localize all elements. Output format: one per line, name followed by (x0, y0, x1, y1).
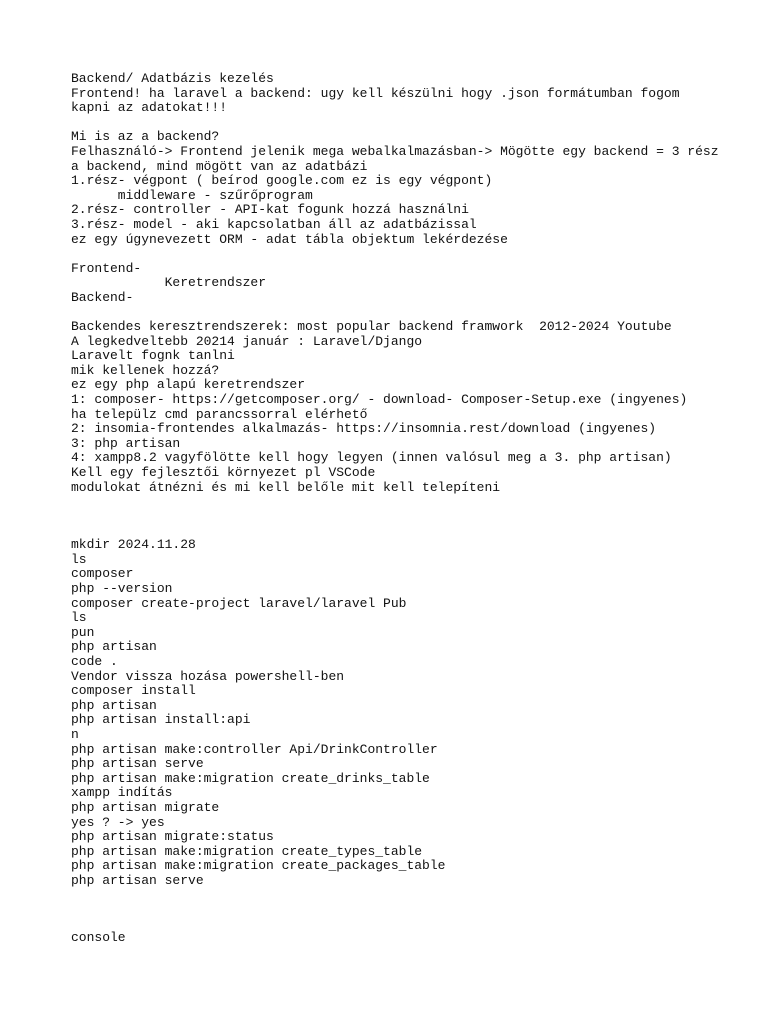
text-line: Backend- (71, 289, 134, 305)
command-line: php artisan make:migration create_types_table (71, 843, 423, 859)
text-line: 1: composer- https://getcomposer.org/ - download- Composer-Setup.exe (ingyenes) (71, 392, 688, 408)
text-line: kapni az adatokat!!! (71, 100, 228, 116)
text-line: 4: xampp8.2 vagyfölötte kell hogy legyen (innen valósul meg a 3. php artisan) (71, 450, 672, 466)
command-line: ls (71, 551, 87, 567)
command-line: php artisan make:controller Api/DrinkController (71, 741, 438, 757)
command-line: php artisan (71, 697, 157, 713)
document-page (71, 72, 731, 946)
command-line: mkdir 2024.11.28 (71, 537, 196, 553)
command-line: php artisan install:api (71, 712, 251, 728)
command-line: ls (71, 610, 87, 626)
spacer (71, 116, 731, 131)
text-line: 3: php artisan (71, 435, 181, 451)
command-line: php artisan make:migration create_drinks_table (71, 770, 430, 786)
command-line: yes ? -> yes (71, 814, 165, 830)
text-line: mik kellenek hozzá? (71, 362, 220, 378)
text-line: a backend, mind mögött van az adatbázi (71, 158, 368, 174)
text-line: 1.rész- végpont ( beírod google.com ez is egy végpont) (71, 173, 493, 189)
text-line: 3.rész- model - aki kapcsolatban áll az adatbázissal (71, 216, 477, 232)
command-line: composer (71, 566, 134, 582)
text-line: ha települz cmd parancssorral elérhető (71, 406, 368, 422)
text-line: 2: insomia-frontendes alkalmazás- https://insomnia.rest/download (ingyenes) (71, 421, 657, 437)
spacer (71, 306, 731, 321)
text-line: Kell egy fejlesztői környezet pl VSCode (71, 465, 376, 481)
text-line: Keretrendszer (71, 275, 267, 291)
spacer (71, 888, 731, 931)
command-line: php artisan serve (71, 756, 204, 772)
text-line: A legkedveltebb 20214 január : Laravel/Django (71, 333, 423, 349)
framework-section (71, 262, 731, 306)
laravel-section (71, 320, 731, 495)
text-line: Felhasználó-> Frontend jelenik mega webalkalmazásban-> Mögötte egy backend = 3 rész (71, 143, 719, 159)
command-line: pun (71, 624, 95, 640)
text-line: Laravelt fognk tanlni (71, 348, 235, 364)
command-line: php artisan (71, 639, 157, 655)
text-line: ez egy úgynevezett ORM - adat tábla objektum lekérdezése (71, 231, 508, 247)
command-line: n (71, 726, 79, 742)
command-line: Vendor vissza hozása powershell-ben (71, 668, 345, 684)
text-line: Frontend! ha laravel a backend: ugy kell készülni hogy .json formátumban fogom (71, 85, 680, 101)
command-line: php artisan make:migration create_packages_table (71, 858, 446, 874)
command-line: php artisan migrate:status (71, 829, 274, 845)
backend-section (71, 130, 731, 247)
spacer (71, 247, 731, 262)
text-line: Frontend- (71, 260, 142, 276)
text-line: middleware - szűrőprogram (71, 187, 313, 203)
text-line: ez egy php alapú keretrendszer (71, 377, 306, 393)
intro-block (71, 72, 731, 116)
commands-section (71, 538, 731, 888)
text-line: 2.rész- controller - API-kat fogunk hozzá használni (71, 202, 469, 218)
command-line: composer install (71, 683, 196, 699)
command-line: php --version (71, 581, 173, 596)
spacer (71, 495, 731, 538)
command-line: composer create-project laravel/laravel Pub (71, 595, 407, 611)
heading-line: Backend/ Adatbázis kezelés (71, 71, 274, 86)
command-line: php artisan serve (71, 872, 204, 888)
footer-line: console (71, 930, 126, 946)
text-line: Backendes keresztrendszerek: most popular backend framwork 2012-2024 Youtube (71, 319, 672, 335)
text-line: modulokat átnézni és mi kell belőle mit kell telepíteni (71, 479, 501, 495)
command-line: xampp indítás (71, 785, 173, 801)
text-line: Mi is az a backend? (71, 129, 220, 145)
command-line: code . (71, 653, 118, 669)
command-line: php artisan migrate (71, 799, 220, 815)
